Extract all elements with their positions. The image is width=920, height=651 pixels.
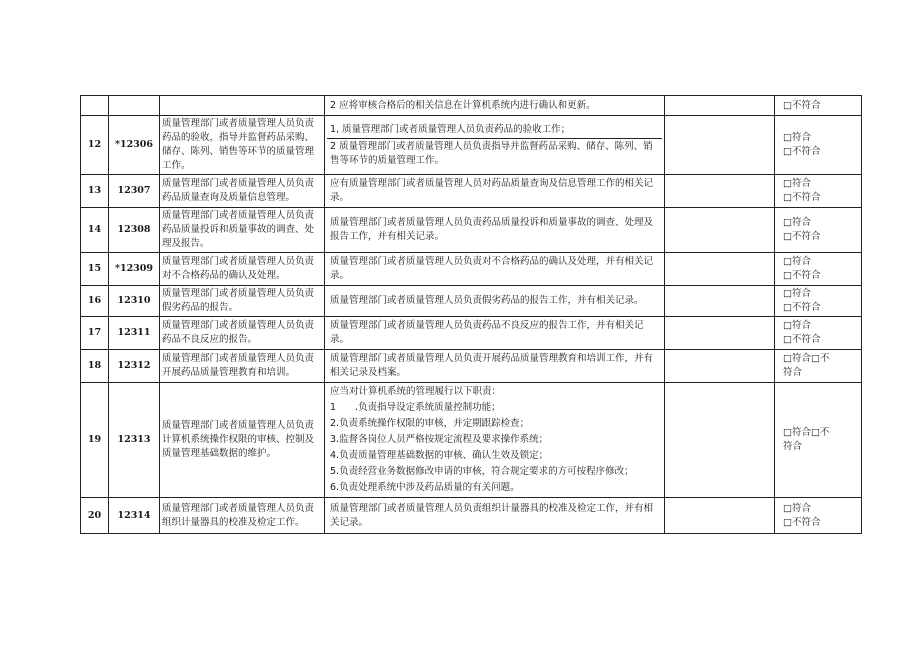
- result-option[interactable]: 符合: [783, 367, 803, 378]
- content-line: 5.负责经营业务数据修改申请的审核，符合规定要求的方可按程序修改；: [330, 466, 634, 477]
- result-option[interactable]: □符合: [783, 217, 811, 228]
- result-option[interactable]: 符合: [783, 441, 803, 452]
- inspection-content: [325, 96, 665, 116]
- inspection-item: 质量管理部门或者质量管理人员负责计算机系统操作权限的审核、控制及质量管理基础数据的维护。: [160, 383, 325, 498]
- inspection-content: [325, 208, 665, 253]
- item-code: [109, 96, 160, 116]
- table-row: [81, 317, 862, 350]
- item-code: 12313: [109, 383, 160, 498]
- item-code: *12309: [109, 253, 160, 286]
- result-cell: [775, 208, 862, 253]
- content-line: 质量管理部门或者质量管理人员负责对不合格药品的确认及处理，并有相关记录。: [330, 256, 654, 281]
- row-number: 12: [81, 116, 109, 175]
- content-line: 4.负责质量管理基础数据的审核、确认生效及锁定；: [330, 450, 549, 461]
- result-option[interactable]: □符合: [783, 320, 811, 331]
- note-cell: [665, 383, 775, 498]
- content-line: 2 质量管理部门或者质量管理人员负责指导并监督药品采购、储存、陈列、销售等环节的质量管理工作。: [327, 138, 662, 169]
- table-row: [81, 96, 862, 116]
- result-cell: [775, 175, 862, 208]
- table-row: [81, 383, 862, 498]
- inspection-item: 质量管理部门或者质量管理人员负责药品质量投诉和质量事故的调查、处理及报告。: [160, 208, 325, 253]
- result-option[interactable]: □不符合: [783, 302, 821, 313]
- table-row: [81, 350, 862, 383]
- inspection-content: [325, 175, 665, 208]
- note-cell: [665, 286, 775, 317]
- result-option[interactable]: □符合: [783, 132, 811, 143]
- content-line: 质量管理部门或者质量管理人员负责假劣药品的报告工作，并有相关记录。: [330, 295, 644, 306]
- content-line: 质量管理部门或者质量管理人员负责开展药品质量管理教育和培训工作，并有相关记录及档案。: [330, 353, 654, 378]
- row-number: 17: [81, 317, 109, 350]
- result-option[interactable]: □不符合: [783, 192, 821, 203]
- table-row: [81, 253, 862, 286]
- row-number: 15: [81, 253, 109, 286]
- item-code: 12308: [109, 208, 160, 253]
- inspection-content: [325, 253, 665, 286]
- result-option[interactable]: □不符合: [783, 146, 821, 157]
- note-cell: [665, 253, 775, 286]
- result-option[interactable]: □符合: [783, 256, 811, 267]
- result-cell: [775, 498, 862, 534]
- content-line: 6.负责处理系统中涉及药品质量的有关问题。: [330, 482, 520, 493]
- inspection-content: [325, 286, 665, 317]
- result-option[interactable]: □不符合: [783, 516, 821, 528]
- inspection-item: 质量管理部门或者质量管理人员负责药品不良反应的报告。: [160, 317, 325, 350]
- result-option[interactable]: □不符合: [783, 270, 821, 281]
- result-option[interactable]: □符合: [783, 502, 811, 514]
- note-cell: [665, 350, 775, 383]
- inspection-content: [325, 116, 665, 175]
- inspection-content: [325, 498, 665, 534]
- table-row: [81, 116, 862, 175]
- inspection-item: 质量管理部门或者质量管理人员负责药品质量查询及质量信息管理。: [160, 175, 325, 208]
- inspection-item: 质量管理部门或者质量管理人员负责组织计量器具的校准及检定工作。: [160, 498, 325, 534]
- content-line: 1 .负责指导设定系统质量控制功能；: [330, 402, 501, 413]
- result-option[interactable]: □不符合: [783, 231, 821, 242]
- inspection-table-body: [81, 96, 862, 534]
- result-option[interactable]: □不符合: [783, 334, 821, 345]
- item-code: 12312: [109, 350, 160, 383]
- content-line: 1, 质量管理部门或者质量管理人员负责药品的验收工作；: [330, 123, 571, 135]
- result-cell: [775, 96, 862, 116]
- note-cell: [665, 498, 775, 534]
- result-cell: [775, 383, 862, 498]
- note-cell: [665, 116, 775, 175]
- row-number: 18: [81, 350, 109, 383]
- inspection-table: [80, 95, 862, 534]
- note-cell: [665, 208, 775, 253]
- content-line: 质量管理部门或者质量管理人员负责药品质量投诉和质量事故的调查、处理及报告工作，并有相关记录。: [330, 217, 654, 242]
- content-line: 质量管理部门或者质量管理人员负责药品不良反应的报告工作，并有相关记录。: [330, 320, 644, 345]
- inspection-content: [325, 317, 665, 350]
- result-option[interactable]: □符合□不: [783, 353, 830, 364]
- content-line: 质量管理部门或者质量管理人员负责组织计量器具的校准及检定工作，并有相关记录。: [330, 502, 654, 528]
- row-number: 20: [81, 498, 109, 534]
- result-cell: [775, 116, 862, 175]
- inspection-content: [325, 350, 665, 383]
- note-cell: [665, 175, 775, 208]
- result-option[interactable]: □不符合: [783, 99, 821, 111]
- result-cell: [775, 317, 862, 350]
- note-cell: [665, 96, 775, 116]
- table-row: [81, 208, 862, 253]
- row-number: 16: [81, 286, 109, 317]
- inspection-item: 质量管理部门或者质量管理人员负责开展药品质量管理教育和培训。: [160, 350, 325, 383]
- content-line: 2.负责系统操作权限的审核，并定期跟踪检查；: [330, 418, 530, 429]
- result-option[interactable]: □符合: [783, 288, 811, 299]
- content-line: 3.监督各岗位人员严格按规定流程及要求操作系统；: [330, 434, 549, 445]
- result-option[interactable]: □符合: [783, 178, 811, 189]
- result-option[interactable]: □符合□不: [783, 427, 830, 438]
- item-code: 12311: [109, 317, 160, 350]
- item-code: 12310: [109, 286, 160, 317]
- inspection-item: 质量管理部门或者质量管理人员负责对不合格药品的确认及处理。: [160, 253, 325, 286]
- inspection-item: 质量管理部门或者质量管理人员负责药品的验收，指导并监督药品采购、储存、陈列、销售等环节的质量管理工作。: [160, 116, 325, 175]
- inspection-content: [325, 383, 665, 498]
- item-code: 12307: [109, 175, 160, 208]
- content-line: 应当对计算机系统的管理履行以下职责：: [330, 386, 502, 397]
- table-row: [81, 498, 862, 534]
- item-code: *12306: [109, 116, 160, 175]
- result-cell: [775, 286, 862, 317]
- table-row: [81, 286, 862, 317]
- table-row: [81, 175, 862, 208]
- result-cell: [775, 350, 862, 383]
- content-line: 2 应将审核合格后的相关信息在计算机系统内进行确认和更新。: [330, 99, 596, 111]
- item-code: 12314: [109, 498, 160, 534]
- row-number: [81, 96, 109, 116]
- row-number: 19: [81, 383, 109, 498]
- inspection-item: [160, 96, 325, 116]
- row-number: 14: [81, 208, 109, 253]
- note-cell: [665, 317, 775, 350]
- row-number: 13: [81, 175, 109, 208]
- inspection-item: 质量管理部门或者质量管理人员负责假劣药品的报告。: [160, 286, 325, 317]
- content-line: 应有质量管理部门或者质量管理人员对药品质量查询及信息管理工作的相关记录。: [330, 178, 654, 203]
- result-cell: [775, 253, 862, 286]
